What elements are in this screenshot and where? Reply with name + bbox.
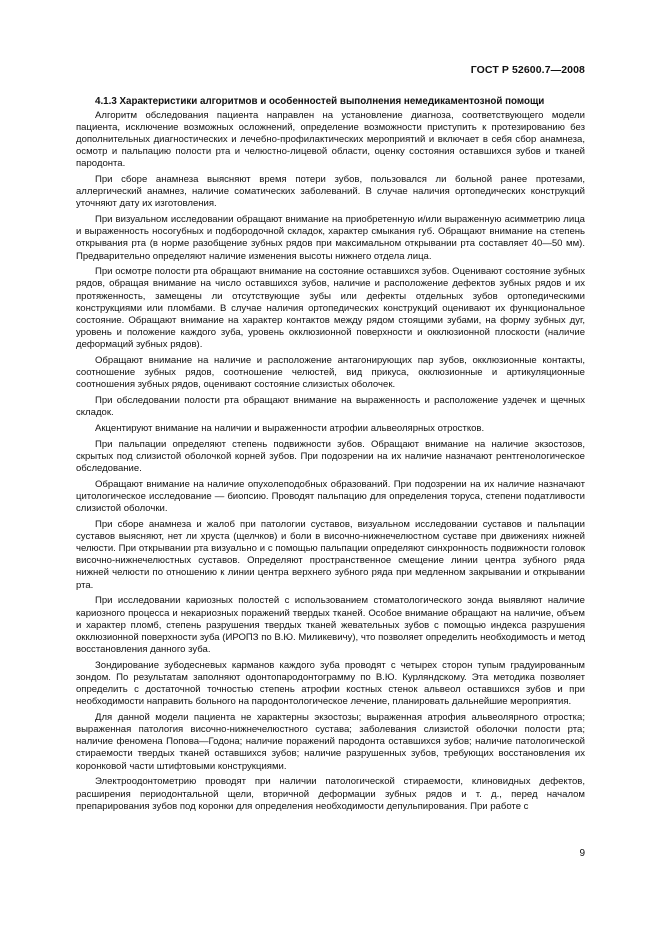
paragraph: При исследовании кариозных полостей с использованием стоматологического зонда выявляют наличие кариозного процесса и некариозных поражений твердых тканей. Особое внимание обращают на наличие, объем и характер пломб, степень разрушения твердых тканей жевательных зубов с помощью индекса разрушения окклюзионной поверхности зуба (ИРОПЗ по В.Ю. Миликевичу), что позволяет определить необходимость и метод восстановления данного зуба. — [76, 595, 585, 655]
section-content — [76, 96, 585, 816]
paragraph: Для данной модели пациента не характерны экзостозы; выраженная атрофия альвеолярного отростка; выраженная патология височно-нижнечелюстного сустава; заболевания слизистой оболочки полости рта; наличие феномена Попова—Годона; наличие поражений пародонта оставшихся зубов; наличие патологической стираемости твердых тканей оставшихся зубов; наличие разрушенных зубов, требующих восстановления их коронковой части штифтовыми конструкциями. — [76, 711, 585, 772]
paragraph: Обращают внимание на наличие опухолеподобных образований. При подозрении на их наличие назначают цитологическое исследование — биопсию. Проводят пальпацию для определения торуса, степени податливости слизистой оболочки. — [76, 478, 585, 515]
paragraph: При пальпации определяют степень подвижности зубов. Обращают внимание на наличие экзостозов, скрытых под слизистой оболочкой корней зубов. При подозрении на их наличие назначают рентгенологическое обследование. — [76, 438, 585, 475]
paragraph: Обращают внимание на наличие и расположение антагонирующих пар зубов, окклюзионные контакты, соотношение зубных рядов, соотношение челюстей, вид прикуса, окклюзионные и артикуляционные соотношения зубных рядов, оценивают состояние слизистых оболочек. — [76, 355, 585, 391]
paragraph: При визуальном исследовании обращают внимание на приобретенную и/или выраженную асимметрию лица и выраженность носогубных и подбородочной складок, характер смыкания губ. Обращают внимание на степень открывания рта (в норме разобщение зубных рядов при максимальном открывании рта составляет 40—50 мм). Предварительно определяют наличие изменения высоты нижнего отдела лица. — [76, 214, 585, 262]
section-heading: 4.1.3 Характеристики алгоритмов и особенностей выполнения немедикаментозной помощи — [95, 96, 545, 107]
page-number: 9 — [579, 848, 585, 859]
paragraph: При сборе анамнеза выясняют время потери зубов, пользовался ли больной ранее протезами, аллергический анамнез, наличие соматических заболеваний. В случае наличия ортопедических конструкций уточняют дату их изготовления. — [76, 174, 585, 210]
paragraph: Зондирование зубодесневых карманов каждого зуба проводят с четырех сторон тупым градуированным зондом. По результатам заполняют одонтопародонтограмму по В.Ю. Курляндскому. Эта методика позволяет определить с достаточной точностью степень атрофии костных стенок альвеол оставшихся зубов и при необходимости направить больного на пародонтологическое лечение, планировать дальнейшие мероприятия. — [76, 659, 585, 708]
standard-number: ГОСТ Р 52600.7—2008 — [470, 64, 585, 76]
paragraph: Электроодонтометрию проводят при наличии патологической стираемости, клиновидных дефектов, расширения периодонтальной щели, вторичной деформации зубных рядов и т. д., перед началом препарирования зубов под коронки для определения необходимости депульпирования. При работе с — [76, 776, 585, 812]
paragraph: Акцентируют внимание на наличии и выраженности атрофии альвеолярных отростков. — [95, 422, 485, 434]
paragraph: При осмотре полости рта обращают внимание на состояние оставшихся зубов. Оценивают состояние зубных рядов, обращая внимание на число оставшихся зубов, наличие и расположение дефектов зубных рядов и их протяженность, замещены ли отсутствующие зубы или дефекты отдельных зубов ортопедическими конструкциями или пломбами. В случае наличия ортопедических конструкций оценивают их функциональное состояние. Обращают внимание на характер контактов между рядом стоящими зубами, на форму зубных дуг, уровень и положение каждого зуба, уровень окклюзионной поверхности и окклюзионной плоскости (наличие деформаций зубных рядов). — [76, 266, 585, 351]
paragraph: Алгоритм обследования пациента направлен на установление диагноза, соответствующего модели пациента, исключение возможных осложнений, определение возможности приступить к протезированию без дополнительных диагностических и лечебно-профилактических мероприятий и включает в себя сбор анамнеза, осмотр и пальпацию полости рта и челюстно-лицевой области, оценку состояния оставшихся зубов и тканей пародонта. — [76, 109, 585, 170]
paragraph: При сборе анамнеза и жалоб при патологии суставов, визуальном исследовании суставов и пальпации суставов выясняют, нет ли хруста (щелчков) и боли в височно-нижнечелюстном суставе при движениях нижней челюсти. При открывании рта визуально и с помощью пальпации определяют синхронность подвижности головок височно-нижнечелюстных суставов. Определяют пространственное смещение линии центра зубного ряда нижней челюсти по отношению к линии центра верхнего зубного ряда при медленном закрывании и открывании рта. — [76, 518, 585, 591]
paragraph: При обследовании полости рта обращают внимание на выраженность и расположение уздечек и щечных складок. — [76, 395, 585, 419]
